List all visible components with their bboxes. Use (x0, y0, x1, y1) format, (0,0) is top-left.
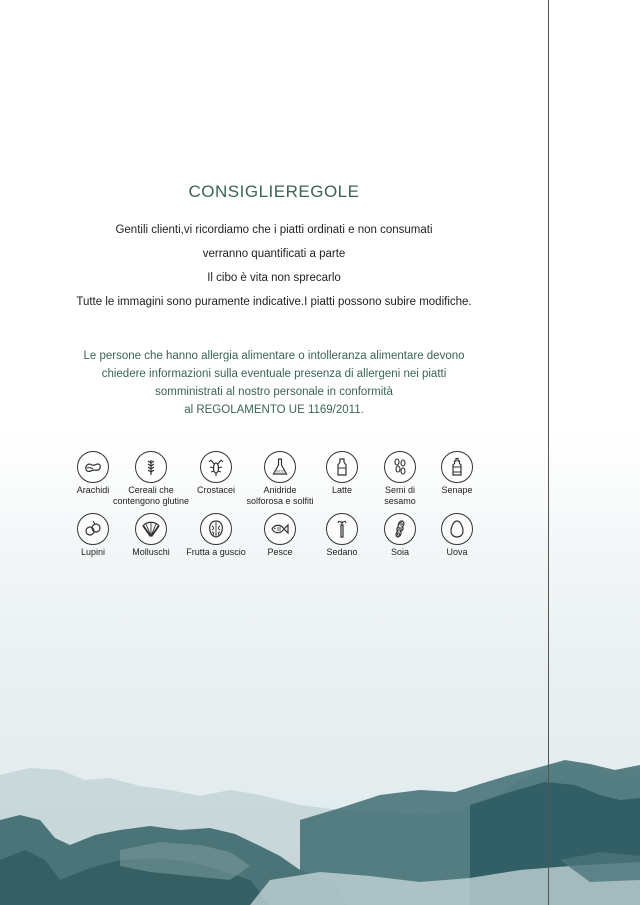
allergen-label: Semi di sesamo (384, 485, 416, 506)
allergen-label: Cereali che contengono glutine (112, 485, 190, 506)
mustard-bottle-icon (447, 457, 467, 477)
page-edge-line (548, 0, 549, 905)
shell-icon (141, 519, 161, 539)
allergen-label: Latte (331, 485, 353, 495)
allergen-label: Molluschi (132, 547, 170, 557)
allergy-line: somministrati al nostro personale in conformità (155, 386, 393, 398)
milk-bottle-icon (332, 457, 352, 477)
allergen-row-2 (0, 513, 548, 573)
allergen-mustard (407, 451, 507, 496)
celery-icon (332, 519, 352, 539)
allergen-label: Arachidi (76, 485, 110, 495)
peanut-icon (83, 457, 103, 477)
notice-line: Gentili clienti,vi ricordiamo che i piatti ordinati e non consumati (115, 224, 433, 236)
svg-text:SO2: SO2 (275, 468, 285, 474)
allergen-label: Soia (390, 547, 409, 557)
flask-icon (270, 457, 290, 477)
notice-line: verranno quantificati a parte (202, 248, 346, 260)
walnut-icon (206, 519, 226, 539)
wheat-icon (141, 457, 161, 477)
allergen-label: Uova (446, 547, 468, 557)
allergen-label: Frutta a guscio (186, 547, 246, 557)
allergy-line: al REGOLAMENTO UE 1169/2011. (184, 404, 364, 416)
allergy-line: Le persone che hanno allergia alimentare o intolleranza alimentare devono (83, 350, 465, 362)
lupin-icon (83, 519, 103, 539)
notice-line: Il cibo è vita non sprecarlo (207, 272, 341, 284)
egg-icon (447, 519, 467, 539)
fish-icon (270, 519, 290, 539)
allergy-line: chiedere informazioni sulla eventuale presenza di allergeni nei piatti (101, 368, 447, 380)
allergen-label: Anidride solforosa e solfiti (246, 485, 314, 506)
customer-notice (0, 222, 548, 318)
allergen-label: Crostacei (196, 485, 235, 495)
page-title: CONSIGLIEREGOLE (188, 182, 360, 201)
allergen-label: Sedano (326, 547, 358, 557)
notice-line: Tutte le immagini sono puramente indicative.I piatti possono subire modifiche. (76, 296, 472, 308)
allergen-label: Pesce (267, 547, 293, 557)
allergen-label: Senape (441, 485, 473, 495)
allergy-warning (0, 347, 548, 419)
allergen-label: Lupini (80, 547, 106, 557)
allergen-eggs (407, 513, 507, 558)
allergen-row-1 (0, 451, 548, 511)
lobster-icon (206, 457, 226, 477)
